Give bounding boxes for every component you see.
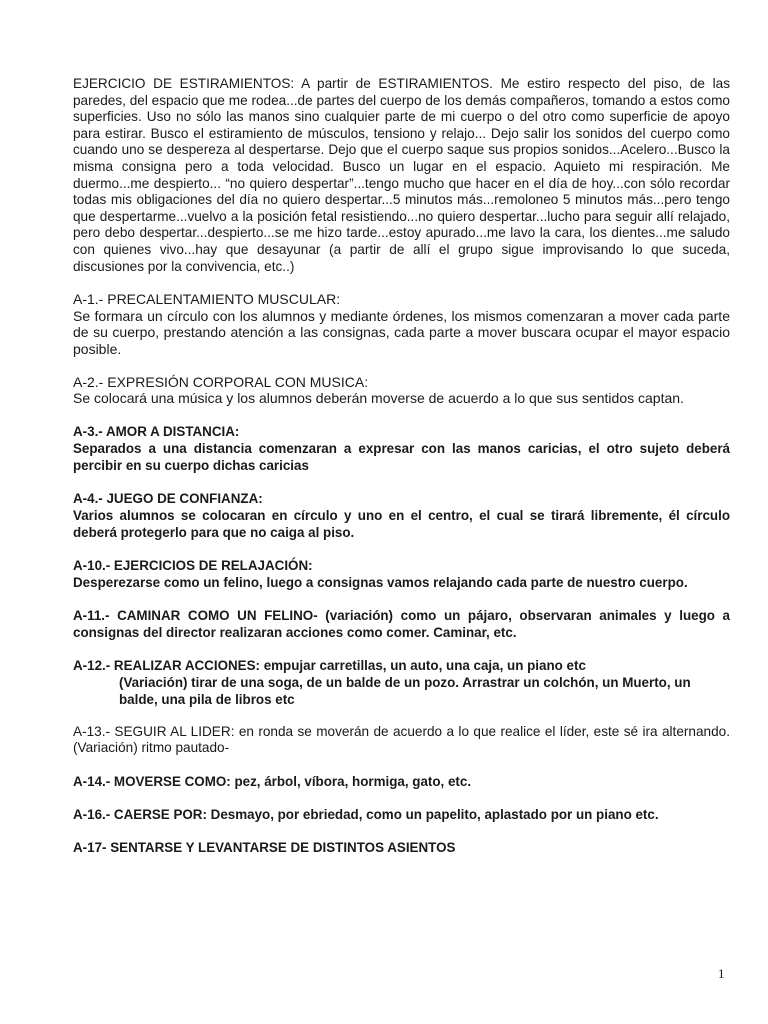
section-a16-text: A-16.- CAERSE POR: Desmayo, por ebriedad, como un papelito, aplastado por un piano etc.	[73, 806, 659, 822]
section-a14-text: A-14.- MOVERSE COMO: pez, árbol, víbora, hormiga, gato, etc.	[73, 773, 472, 789]
section-a10-body: Desperezarse como un felino, luego a consignas vamos relajando cada parte de nuestro cuerpo.	[73, 574, 688, 590]
section-a2	[73, 374, 730, 407]
page-number: 1	[718, 966, 725, 981]
section-a16	[73, 806, 730, 823]
section-a2-title: A-2.- EXPRESIÓN CORPORAL CON MUSICA:	[73, 373, 369, 390]
section-a2-body: Se colocará una música y los alumnos deberán moverse de acuerdo a lo que sus sentidos captan.	[73, 390, 684, 407]
section-a3-title: A-3.- AMOR A DISTANCIA:	[73, 423, 240, 439]
section-a11-text: A-11.- CAMINAR COMO UN FELINO- (variación) como un pájaro, observaran animales y luego a consignas del director realizaran acciones como comer. Caminar, etc.	[73, 607, 730, 640]
section-a12	[73, 657, 730, 708]
section-a1-body: Se formara un círculo con los alumnos y mediante órdenes, los mismos comenzaran a mover cada parte de su cuerpo, prestando atención a las consignas, cada parte a mover buscara ocupar el mayor espacio posible.	[73, 307, 730, 357]
section-a10-title: A-10.- EJERCICIOS DE RELAJACIÓN:	[73, 557, 313, 573]
section-a3	[73, 423, 730, 474]
section-a12-variation: (Variación) tirar de una soga, de un balde de un pozo. Arrastrar un colchón, un Muerto, un balde, una pila de libros etc	[119, 674, 691, 707]
section-a4	[73, 490, 730, 541]
document-body	[73, 76, 730, 856]
section-a10	[73, 557, 730, 591]
section-a12-text: A-12.- REALIZAR ACCIONES: empujar carretillas, un auto, una caja, un piano etc	[73, 657, 586, 673]
section-a11	[73, 607, 730, 641]
section-a13-title: A-13.- SEGUIR AL LIDER	[73, 723, 231, 739]
section-a4-body: Varios alumnos se colocaran en círculo y uno en el centro, el cual se tirará libremente, él círculo deberá protegerlo para que no caiga al piso.	[73, 507, 730, 540]
section-a13-body: : en ronda se moverán de acuerdo a lo que realice el líder, este sé ira alternando. (Variación) ritmo pautado-	[73, 723, 730, 756]
section-a13	[73, 724, 730, 757]
section-a4-title: A-4.- JUEGO DE CONFIANZA:	[73, 490, 263, 506]
section-a1	[73, 291, 730, 357]
section-a17	[73, 839, 730, 856]
section-a1-title: A-1.- PRECALENTAMIENTO MUSCULAR:	[73, 291, 341, 308]
section-a17-text: A-17- SENTARSE Y LEVANTARSE DE DISTINTOS ASIENTOS	[73, 839, 456, 855]
section-a3-body: Separados a una distancia comenzaran a expresar con las manos caricias, el otro sujeto deberá percibir en su cuerpo dichas caricias	[73, 440, 730, 473]
section-a14	[73, 773, 730, 790]
intro-paragraph: EJERCICIO DE ESTIRAMIENTOS: A partir de ESTIRAMIENTOS. Me estiro respecto del piso, de las paredes, del espacio que me rodea...de partes del cuerpo de los demás compañeros, tomando a estos como superficies. Uso no sólo las manos sino cualquier parte de mi cuerpo o del otro como superficie de apoyo para estirar. Busco el estiramiento de músculos, tensiono y relajo... Dejo salir los sonidos del cuerpo como cuando uno se despereza al despertarse. Dejo que el cuerpo saque sus propios sonidos...Acelero...Busco la misma consigna pero a toda velocidad. Busco un lugar en el espacio. Aquieto mi respiración. Me duermo...me despierto... “no quiero despertar”...tengo mucho que hacer en el día de hoy...con sólo recordar todas mis obligaciones del día no quiero despertar...5 minutos más...remoloneo 5 minutos más...pero tengo que despertarme...vuelvo a la posición fetal resistiendo...no quiero despertar...lucho para seguir allí relajado, pero debo despertar...despierto...se me hizo tarde...estoy apurado...me lavo la cara, los dientes...me saludo con quienes vivo...hay que desayunar (a partir de allí el grupo sigue improvisando lo que suceda, discusiones por la convivencia, etc..)	[73, 76, 730, 274]
